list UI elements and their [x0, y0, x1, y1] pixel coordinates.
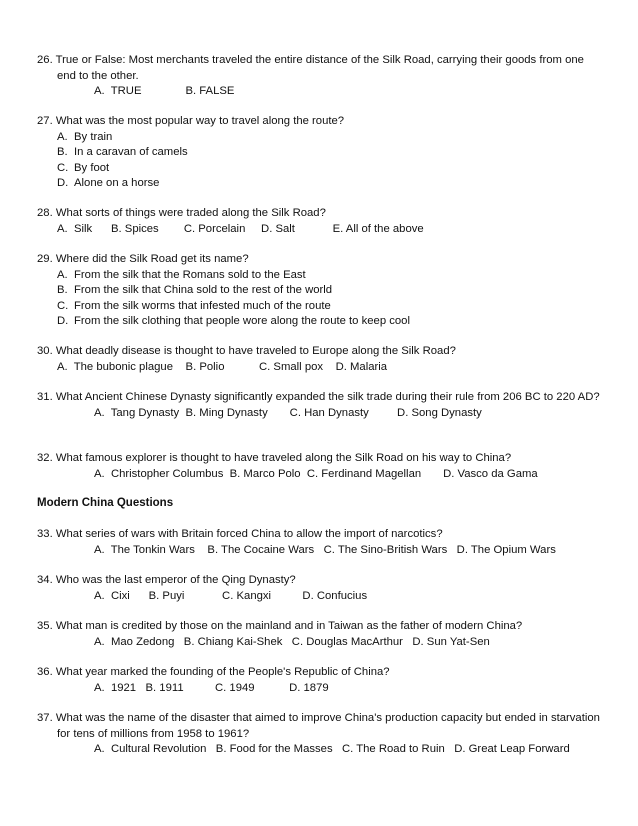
question-27: [37, 114, 603, 192]
question-stem: 26. True or False: Most merchants traveled the entire distance of the Silk Road, carrying their goods from one end to the other.: [37, 54, 584, 82]
question-29: [37, 252, 603, 330]
option-item: B. From the silk that China sold to the rest of the world: [57, 284, 333, 297]
question-options: A. 1921 B. 1911 C. 1949 D. 1879: [94, 681, 329, 694]
question-28: [37, 206, 603, 237]
option-item: D. Alone on a horse: [57, 177, 160, 190]
question-stem: 30. What deadly disease is thought to have traveled to Europe along the Silk Road?: [37, 345, 456, 357]
question-30: [37, 344, 603, 375]
question-stem: 33. What series of wars with Britain forced China to allow the import of narcotics?: [37, 528, 443, 540]
question-stem: 37. What was the name of the disaster that aimed to improve China's production capacity but ended in starvation for tens of millions from 1958 to 1961?: [37, 712, 600, 740]
question-options: A. Christopher Columbus B. Marco Polo C. Ferdinand Magellan D. Vasco da Gama: [94, 467, 538, 480]
option-item: A. By train: [57, 130, 113, 143]
question-options: A. Cultural Revolution B. Food for the Masses C. The Road to Ruin D. Great Leap Forward: [94, 743, 570, 756]
question-options: A. Mao Zedong B. Chiang Kai-Shek C. Douglas MacArthur D. Sun Yat-Sen: [94, 635, 490, 648]
question-stem: 34. Who was the last emperor of the Qing Dynasty?: [37, 574, 296, 586]
option-item: B. In a caravan of camels: [57, 146, 188, 159]
question-stem: 35. What man is credited by those on the mainland and in Taiwan as the father of modern China?: [37, 620, 523, 632]
question-options: A. The bubonic plague B. Polio C. Small pox D. Malaria: [57, 360, 388, 373]
question-35: [37, 619, 603, 650]
question-33: [37, 527, 603, 558]
section-heading: Modern China Questions: [37, 497, 174, 509]
question-options: A. TRUE B. FALSE: [94, 85, 235, 98]
question-26: [37, 53, 603, 100]
question-31: [37, 390, 603, 421]
option-item: A. From the silk that the Romans sold to the East: [57, 268, 306, 281]
question-stem: 32. What famous explorer is thought to have traveled along the Silk Road on his way to China?: [37, 452, 512, 464]
question-36: [37, 665, 603, 696]
option-item: D. From the silk clothing that people wore along the route to keep cool: [57, 315, 410, 328]
option-item: C. From the silk worms that infested much of the route: [57, 299, 331, 312]
question-34: [37, 573, 603, 604]
option-list: [37, 268, 603, 330]
question-options: A. Silk B. Spices C. Porcelain D. Salt E. All of the above: [57, 222, 424, 235]
question-stem: 29. Where did the Silk Road get its name?: [37, 253, 249, 265]
question-37: [37, 711, 603, 758]
option-item: C. By foot: [57, 161, 110, 174]
question-stem: 27. What was the most popular way to travel along the route?: [37, 115, 345, 127]
question-stem: 36. What year marked the founding of the People's Republic of China?: [37, 666, 390, 678]
question-options: A. Tang Dynasty B. Ming Dynasty C. Han Dynasty D. Song Dynasty: [94, 406, 482, 419]
question-stem: 31. What Ancient Chinese Dynasty significantly expanded the silk trade during their rule from 206 BC to 220 AD?: [37, 391, 600, 403]
question-options: A. Cixi B. Puyi C. Kangxi D. Confucius: [94, 589, 368, 602]
question-32: [37, 451, 603, 482]
question-options: A. The Tonkin Wars B. The Cocaine Wars C. The Sino-British Wars D. The Opium Wars: [94, 543, 556, 556]
option-list: [37, 130, 603, 192]
question-stem: 28. What sorts of things were traded along the Silk Road?: [37, 207, 326, 219]
